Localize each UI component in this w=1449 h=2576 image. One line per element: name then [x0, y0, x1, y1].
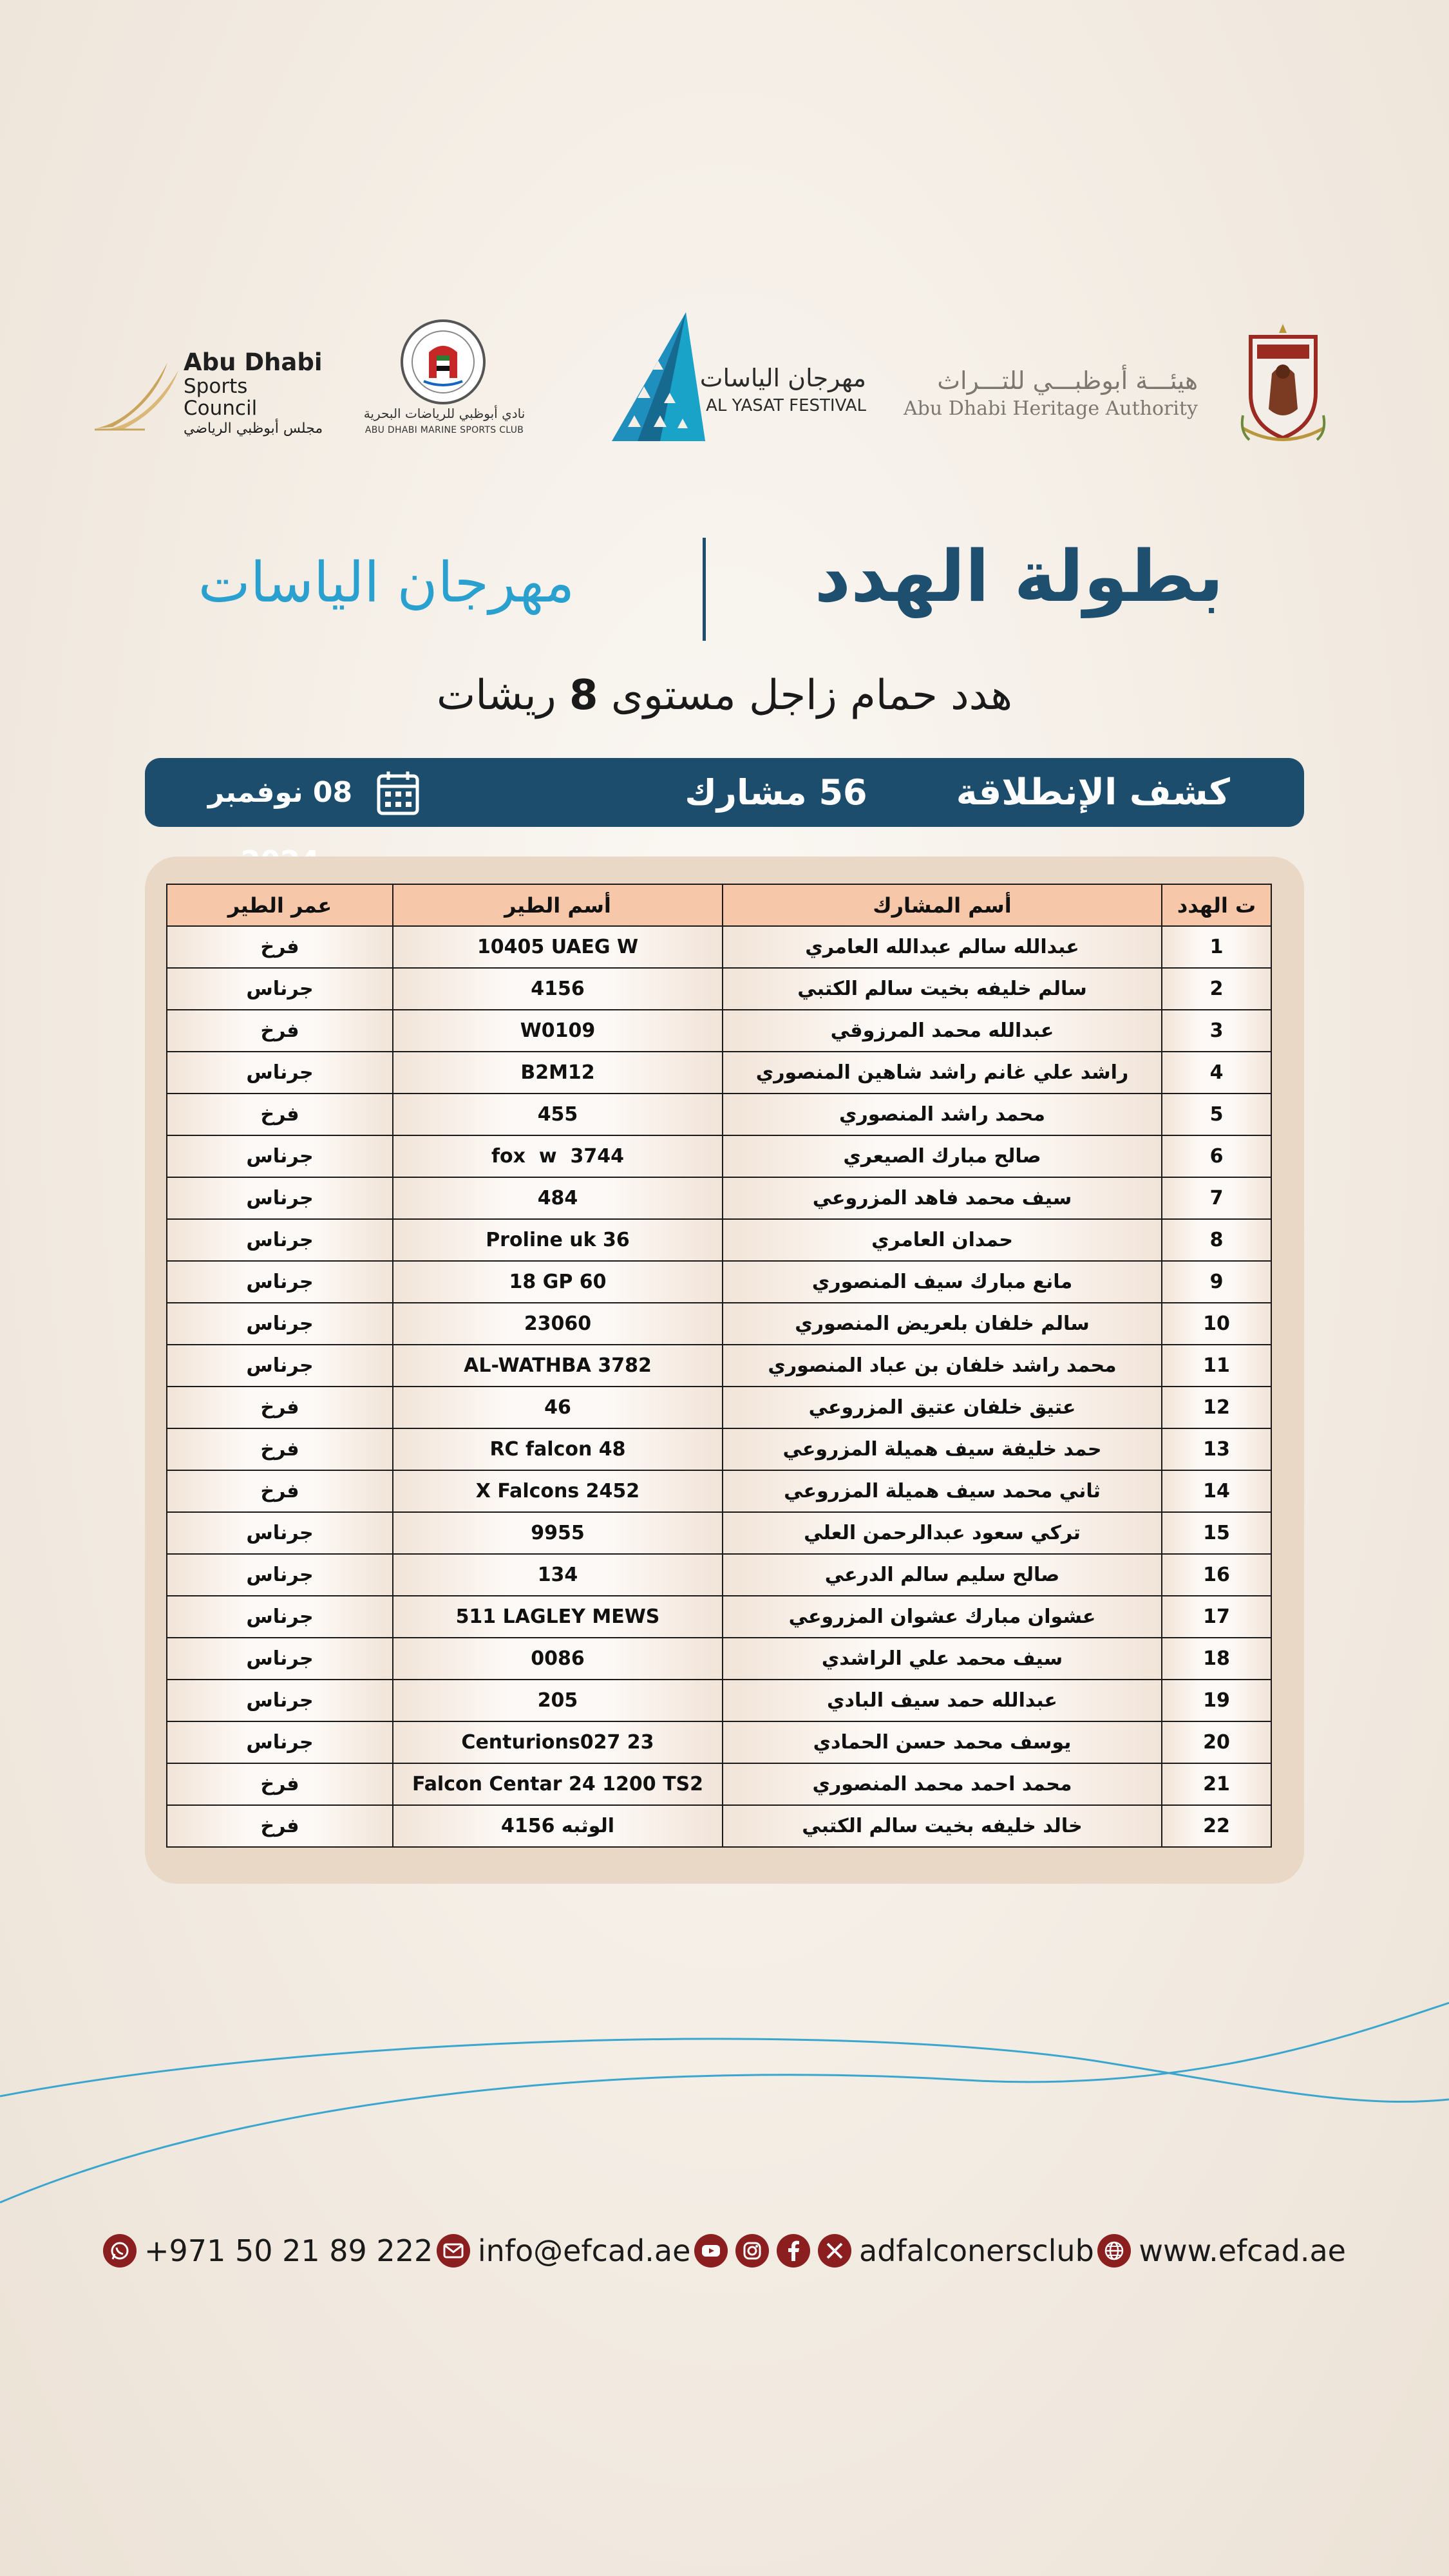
cell-age: جرناس — [167, 1177, 393, 1219]
cell-rank: 18 — [1162, 1638, 1271, 1680]
cell-bird: fox w 3744 — [393, 1135, 723, 1177]
table-row — [167, 1512, 1271, 1554]
cell-bird: 511 LAGLEY MEWS — [393, 1596, 723, 1638]
sports-council-logo — [184, 348, 325, 437]
cell-bird: الوثبه 4156 — [393, 1805, 723, 1847]
cell-rank: 21 — [1162, 1763, 1271, 1805]
cell-rank: 4 — [1162, 1052, 1271, 1094]
cell-rank: 6 — [1162, 1135, 1271, 1177]
email-icon — [437, 2234, 470, 2268]
header-bird-age: عمر الطير — [167, 884, 393, 926]
cell-rank: 15 — [1162, 1512, 1271, 1554]
cell-bird: 10405 UAEG W — [393, 926, 723, 968]
email-address: info@efcad.ae — [477, 2233, 691, 2268]
social-handle: adfalconersclub — [859, 2233, 1094, 2268]
social-links — [694, 2233, 1094, 2268]
cell-rank: 10 — [1162, 1303, 1271, 1345]
sports-logo-line2: Sports Council — [184, 374, 258, 420]
cell-participant: يوسف محمد حسن الحمادي — [723, 1721, 1162, 1763]
contact-footer — [103, 2225, 1346, 2277]
table-row — [167, 1135, 1271, 1177]
cell-age: جرناس — [167, 1512, 393, 1554]
cell-participant: محمد راشد المنصوري — [723, 1094, 1162, 1135]
cell-bird: 0086 — [393, 1638, 723, 1680]
cell-rank: 5 — [1162, 1094, 1271, 1135]
cell-age: جرناس — [167, 1680, 393, 1721]
cell-participant: مانع مبارك سيف المنصوري — [723, 1261, 1162, 1303]
table-body — [167, 926, 1271, 1847]
cell-rank: 20 — [1162, 1721, 1271, 1763]
cell-age: جرناس — [167, 968, 393, 1010]
table-row — [167, 1303, 1271, 1345]
cell-age: فرخ — [167, 1763, 393, 1805]
cell-age: فرخ — [167, 1094, 393, 1135]
cell-bird: W0109 — [393, 1010, 723, 1052]
cell-rank: 11 — [1162, 1345, 1271, 1387]
table-row — [167, 968, 1271, 1010]
cell-participant: محمد احمد محمد المنصوري — [723, 1763, 1162, 1805]
cell-rank: 16 — [1162, 1554, 1271, 1596]
table-row — [167, 1010, 1271, 1052]
cell-bird: 46 — [393, 1387, 723, 1428]
cell-bird: Centurions027 23 — [393, 1721, 723, 1763]
cell-age: جرناس — [167, 1303, 393, 1345]
page-title: بطولة الهدد — [814, 535, 1224, 618]
cell-participant: عبدالله محمد المرزوقي — [723, 1010, 1162, 1052]
x-icon[interactable] — [818, 2234, 851, 2268]
cell-bird: B2M12 — [393, 1052, 723, 1094]
table-row — [167, 1387, 1271, 1428]
cell-participant: تركي سعود عبدالرحمن العلي — [723, 1512, 1162, 1554]
cell-bird: 205 — [393, 1680, 723, 1721]
yasat-logo-english: AL YASAT FESTIVAL — [706, 396, 866, 415]
cell-age: جرناس — [167, 1596, 393, 1638]
event-date: 08 نوفمبر — [207, 776, 353, 809]
cell-age: جرناس — [167, 1345, 393, 1387]
cell-rank: 14 — [1162, 1470, 1271, 1512]
cell-age: فرخ — [167, 1010, 393, 1052]
instagram-icon[interactable] — [735, 2234, 769, 2268]
cell-age: جرناس — [167, 1638, 393, 1680]
participant-count: 56 مشارك — [685, 772, 867, 813]
cell-age: فرخ — [167, 1428, 393, 1470]
cell-participant: ثاني محمد سيف هميلة المزروعي — [723, 1470, 1162, 1512]
cell-rank: 3 — [1162, 1010, 1271, 1052]
header-rank: ت الهدد — [1162, 884, 1271, 926]
website-url: www.efcad.ae — [1139, 2233, 1346, 2268]
cell-participant: خالد خليفه بخيت سالم الكتبي — [723, 1805, 1162, 1847]
whatsapp-icon — [103, 2234, 137, 2268]
cell-participant: سالم خلفان بلعريض المنصوري — [723, 1303, 1162, 1345]
yasat-festival-logo — [692, 357, 866, 422]
table-row — [167, 1763, 1271, 1805]
table-row — [167, 1554, 1271, 1596]
cell-rank: 22 — [1162, 1805, 1271, 1847]
cell-participant: عبدالله حمد سيف البادي — [723, 1680, 1162, 1721]
marine-sports-club-emblem-icon — [398, 317, 488, 407]
globe-icon — [1097, 2234, 1131, 2268]
cell-rank: 19 — [1162, 1680, 1271, 1721]
cell-participant: سيف محمد فاهد المزروعي — [723, 1177, 1162, 1219]
cell-age: فرخ — [167, 1470, 393, 1512]
cell-participant: عشوان مبارك عشوان المزروعي — [723, 1596, 1162, 1638]
cell-rank: 1 — [1162, 926, 1271, 968]
cell-rank: 17 — [1162, 1596, 1271, 1638]
subtitle — [258, 663, 1191, 728]
table-row — [167, 926, 1271, 968]
cell-bird: 134 — [393, 1554, 723, 1596]
decorative-waves — [0, 1984, 1449, 2215]
cell-rank: 8 — [1162, 1219, 1271, 1261]
sports-logo-line1: Abu Dhabi — [184, 348, 323, 376]
header-participant-name: أسم المشارك — [723, 884, 1162, 926]
facebook-icon[interactable] — [777, 2234, 810, 2268]
table-row — [167, 1470, 1271, 1512]
cell-rank: 7 — [1162, 1177, 1271, 1219]
cell-bird: 484 — [393, 1177, 723, 1219]
table-header-row — [167, 884, 1271, 926]
table-row — [167, 1680, 1271, 1721]
marine-sports-club-logo — [361, 406, 528, 442]
phone-number: +971 50 21 89 222 — [144, 2233, 433, 2268]
title-divider — [703, 538, 706, 641]
cell-bird: 455 — [393, 1094, 723, 1135]
cell-bird: 23060 — [393, 1303, 723, 1345]
heritage-authority-emblem-icon — [1236, 319, 1330, 451]
cell-participant: صالح مبارك الصيعري — [723, 1135, 1162, 1177]
cell-participant: عتيق خلفان عتيق المزروعي — [723, 1387, 1162, 1428]
email-contact[interactable] — [437, 2233, 691, 2268]
header-bird-name: أسم الطير — [393, 884, 723, 926]
cell-age: فرخ — [167, 1805, 393, 1847]
cell-bird: 9955 — [393, 1512, 723, 1554]
youtube-icon[interactable] — [694, 2234, 728, 2268]
cell-bird: X Falcons 2452 — [393, 1470, 723, 1512]
calendar-icon — [375, 770, 421, 816]
website-link[interactable] — [1097, 2233, 1346, 2268]
subtitle-level-number: 8 — [569, 672, 598, 719]
cell-bird: AL-WATHBA 3782 — [393, 1345, 723, 1387]
cell-age: فرخ — [167, 1387, 393, 1428]
cell-age: جرناس — [167, 1554, 393, 1596]
table-row — [167, 1345, 1271, 1387]
cell-age: جرناس — [167, 1052, 393, 1094]
cell-rank: 12 — [1162, 1387, 1271, 1428]
phone-contact[interactable] — [103, 2233, 433, 2268]
heritage-logo-english: Abu Dhabi Heritage Authority — [904, 397, 1198, 420]
cell-participant: سيف محمد علي الراشدي — [723, 1638, 1162, 1680]
cell-bird: 4156 — [393, 968, 723, 1010]
festival-name: مهرجان الياسات — [198, 551, 575, 615]
table-row — [167, 1261, 1271, 1303]
cell-participant: راشد علي غانم راشد شاهين المنصوري — [723, 1052, 1162, 1094]
cell-rank: 2 — [1162, 968, 1271, 1010]
cell-participant: صالح سليم سالم الدرعي — [723, 1554, 1162, 1596]
table-row — [167, 1638, 1271, 1680]
cell-bird: Proline uk 36 — [393, 1219, 723, 1261]
cell-rank: 9 — [1162, 1261, 1271, 1303]
sports-council-wing-icon — [93, 357, 184, 435]
banner-label: كشف الإنطلاقة — [956, 772, 1230, 813]
cell-bird: Falcon Centar 24 1200 TS2 — [393, 1763, 723, 1805]
cell-bird: RC falcon 48 — [393, 1428, 723, 1470]
sports-logo-arabic: مجلس أبوظبي الرياضي — [184, 420, 323, 437]
table-row — [167, 1428, 1271, 1470]
cell-participant: عبدالله سالم عبدالله العامري — [723, 926, 1162, 968]
cell-age: جرناس — [167, 1135, 393, 1177]
cell-participant: حمدان العامري — [723, 1219, 1162, 1261]
table-row — [167, 1052, 1271, 1094]
heritage-logo-arabic: هيئـــة أبوظبـــي للتـــراث — [937, 366, 1198, 395]
info-banner — [145, 758, 1304, 827]
yasat-logo-arabic: مهرجان الياسات — [699, 364, 866, 392]
cell-age: جرناس — [167, 1261, 393, 1303]
table-row — [167, 1721, 1271, 1763]
cell-bird: 18 GP 60 — [393, 1261, 723, 1303]
subtitle-suffix: ريشات — [437, 672, 556, 719]
table-row — [167, 1219, 1271, 1261]
cell-age: جرناس — [167, 1219, 393, 1261]
cell-rank: 13 — [1162, 1428, 1271, 1470]
table-row — [167, 1177, 1271, 1219]
subtitle-prefix: هدد حمام زاجل مستوى — [611, 672, 1012, 719]
cell-participant: حمد خليفة سيف هميلة المزروعي — [723, 1428, 1162, 1470]
marine-logo-arabic: نادي أبوظبي للرياضات البحرية — [363, 406, 526, 421]
cell-participant: محمد راشد خلفان بن عباد المنصوري — [723, 1345, 1162, 1387]
table-row — [167, 1596, 1271, 1638]
cell-participant: سالم خليفه بخيت سالم الكتبي — [723, 968, 1162, 1010]
table-row — [167, 1805, 1271, 1847]
cell-age: فرخ — [167, 926, 393, 968]
table-row — [167, 1094, 1271, 1135]
marine-logo-english: ABU DHABI MARINE SPORTS CLUB — [365, 425, 524, 435]
cell-age: جرناس — [167, 1721, 393, 1763]
heritage-authority-logo — [902, 361, 1198, 425]
participants-table — [166, 884, 1272, 1848]
